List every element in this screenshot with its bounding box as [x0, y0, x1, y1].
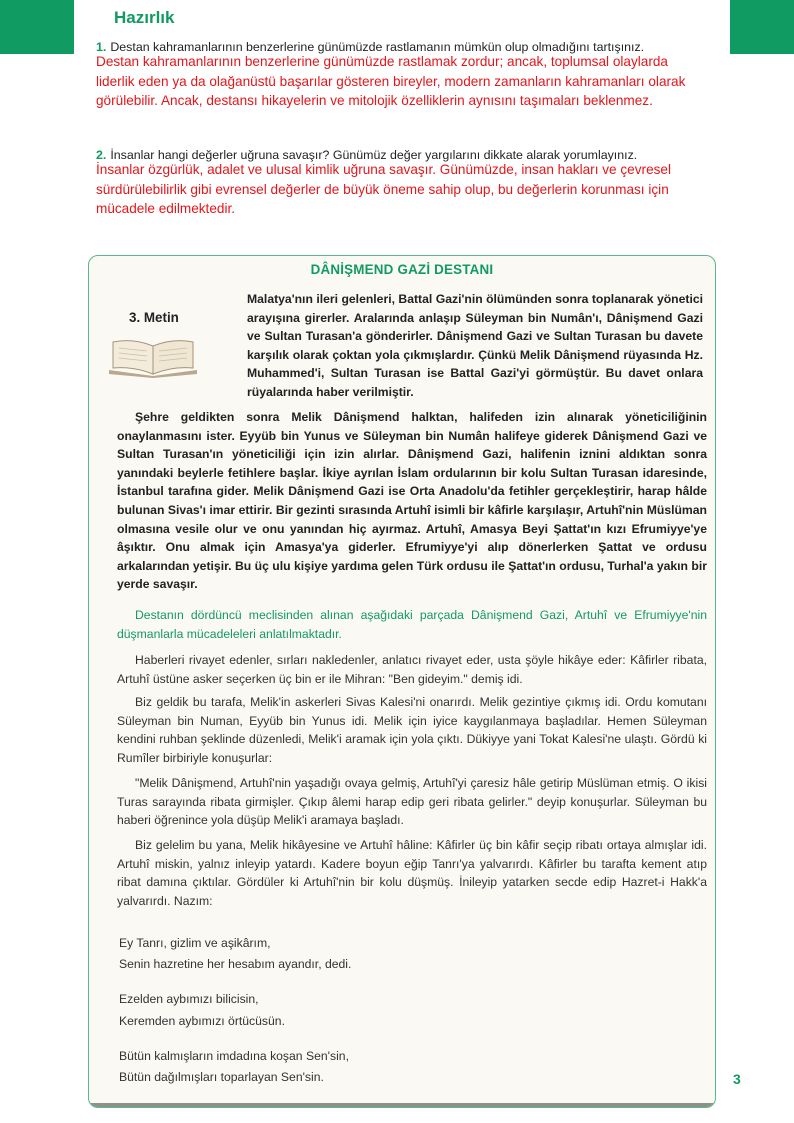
answer-2: İnsanlar özgürlük, adalet ve ulusal kimlik uğruna savaşır. Günümüzde, insan hakları ve çevresel sürdürülebilirlik gibi evrensel değerler de büyük öneme sahip olup, bu değerlerin korunması için mücadele edilmektedir.	[96, 162, 672, 217]
poem-line: Ezelden aybımızı bilicisin,	[119, 992, 259, 1007]
intro-paragraph-1: Malatya'nın ileri gelenleri, Battal Gazi'nin ölümünden sonra toplanarak yönetici arayışına girerler. Aralarında anlaşıp Süleyman bin Numân'ı, Dânişmend Gazi ve Sultan Turasan'a gönderirler. Dânişmend Gazi ve Sultan Turasan bu davete karşılık olarak çoktan yola çıkmışlardır. Çünkü Melik Dânişmend rüyasında Hz. Muhammed'i, Sultan Turasan ise Battal Gazi'yi görmüştür. Bu davet onlara rüyalarında haber verilmiştir.	[247, 292, 703, 399]
poem-line: Bütün dağılmışları toparlayan Sen'sin.	[119, 1070, 324, 1085]
question-number: 1.	[96, 40, 107, 54]
poem-line: Senin hazretine her hesabım ayandır, dedi.	[119, 957, 352, 972]
excerpt-note: Destanın dördüncü meclisinden alınan aşağıdaki parçada Dânişmend Gazi, Artuhî ve Efrumiyye'nin düşmanlarla mücadeleleri anlatılmaktadır.	[117, 608, 707, 641]
story-paragraph: Haberleri rivayet edenler, sırları nakledenler, anlatıcı rivayet eder, usta şöyle hikâye eder: Kâfirler ribata, Artuhî üstüne asker seçerken üç bin er ile Mihran: "Ben gideyim." demiş idi.	[117, 653, 707, 686]
poem-stanza	[119, 989, 679, 1031]
poem	[119, 933, 679, 1102]
page-number: 3	[733, 1071, 741, 1087]
answer-1: Destan kahramanlarının benzerlerine günümüzde rastlamak zordur; ancak, toplumsal olaylarda liderlik eden ya da olağanüstü başarılar gösteren bireyler, modern zamanların kahramanları olarak görülebilir. Ancak, destansı hikayelerin ve mitolojik özelliklerin aynısını taşımaları beklenmez.	[96, 54, 686, 109]
corner-tab-right	[730, 0, 794, 54]
story-paragraph: Biz gelelim bu yana, Melik hikâyesine ve Artuhî hâline: Kâfirler üç bin kâfir seçip ribatı ortaya almışlar idi. Artuhî miskin, yalnız inleyip yatardı. Kadere boyun eğip Tanrı'ya yalvarırdı. Kâfirler bu tarafta kement atıp ribat damına çıktılar. Gördüler ki Artuhî'nin bir kolu düşmüş. İnileyip yatarken secde edip Hazret-i Hakk'a yalvarırdı. Nazım:	[117, 838, 707, 908]
poem-line: Keremden aybımızı örtücüsün.	[119, 1013, 285, 1028]
open-book-icon	[105, 336, 201, 378]
story-paragraph: "Melik Dânişmend, Artuhî'nin yaşadığı ovaya gelmiş, Artuhî'yi çaresiz hâle getirip Müslüman etmiş. O ikisi Turas sarayında ribata girmişler. Çıkıp âlemi harap edip geri ribata gelirler." deyip konuşurlar. Süleyman bu haberi öğrenince yola düşüp Melik'i aramaya başladı.	[117, 776, 707, 828]
poem-stanza	[119, 1046, 679, 1088]
question-text: İnsanlar hangi değerler uğruna savaşır? Günümüz değer yargılarını dikkate alarak yorumlayınız.	[110, 148, 638, 162]
box-bottom-edge	[89, 1103, 715, 1107]
poem-line: Bütün kalmışların imdadına koşan Sen'sin,	[119, 1048, 349, 1063]
question-text: Destan kahramanlarının benzerlerine günümüzde rastlamanın mümkün olup olmadığını tartışınız.	[110, 40, 645, 54]
intro-paragraph-2: Şehre geldikten sonra Melik Dânişmend halktan, halifeden izin alınarak yöneticiliğinin onaylanmasını ister. Eyyüb bin Yunus ve Süleyman bin Numân halifeye giderek Dânişmend Gazi ve Sultan Turasan'ın yöneticiliği için izin alırlar. Dânişmend Gazi, halifenin iznini aldıktan sonra yanındaki beylerle fetihlere başlar. İkiye ayrılan İslam ordularının bir kolu Sultan Turasan idaresinde, İstanbul tarafına gider. Melik Dânişmend Gazi ise Orta Anadolu'da fetihler gerçekleştirir, harap hâlde bulunan Sivas'ı imar ettirir. Bir gezinti sırasında Artuhî isimli bir kâfirle karşılaşır, Artuhî'nin Müslüman olmasına vesile olur ve onu yanından hiç ayırmaz. Artuhî, Amasya Beyi Şattat'ın kızı Efrumiyye'ye âşıktır. Onu almak için Amasya'ya giderler. Efrumiyye'yi alıp dönerlerken Şattat ve ordusu arkalarından yetişir. Bu üç ulu kişiye yardıma gelen Türk ordusu ile Şattat'ın ordusu, Turhal'a yakın bir yerde savaşır.	[117, 410, 707, 592]
question-number: 2.	[96, 148, 107, 162]
section-heading: Hazırlık	[114, 8, 175, 27]
poem-line: Ey Tanrı, gizlim ve aşikârım,	[119, 936, 271, 950]
poem-stanza	[119, 933, 679, 975]
text-label: 3. Metin	[129, 310, 179, 325]
story-paragraph: Biz geldik bu tarafa, Melik'in askerleri Sivas Kalesi'ni onarırdı. Melik gezintiye çıkmış idi. Ordu komutanı Süleyman bin Numan, Eyyüb bin Yunus idi. Melik için iyice kaygılanmaya başladılar. Hemen Süleyman kendini ruhban şeklinde düzenledi, Melik'i aramak için yola çıktı. Dükiyye yani Tokat Kalesi'ne ulaştı. Gördü ki Rumîler birbiriyle konuşurlar:	[117, 695, 707, 765]
reading-title: DÂNİŞMEND GAZİ DESTANI	[310, 262, 494, 277]
corner-tab-left	[0, 0, 74, 54]
reading-text-box	[88, 255, 716, 1108]
